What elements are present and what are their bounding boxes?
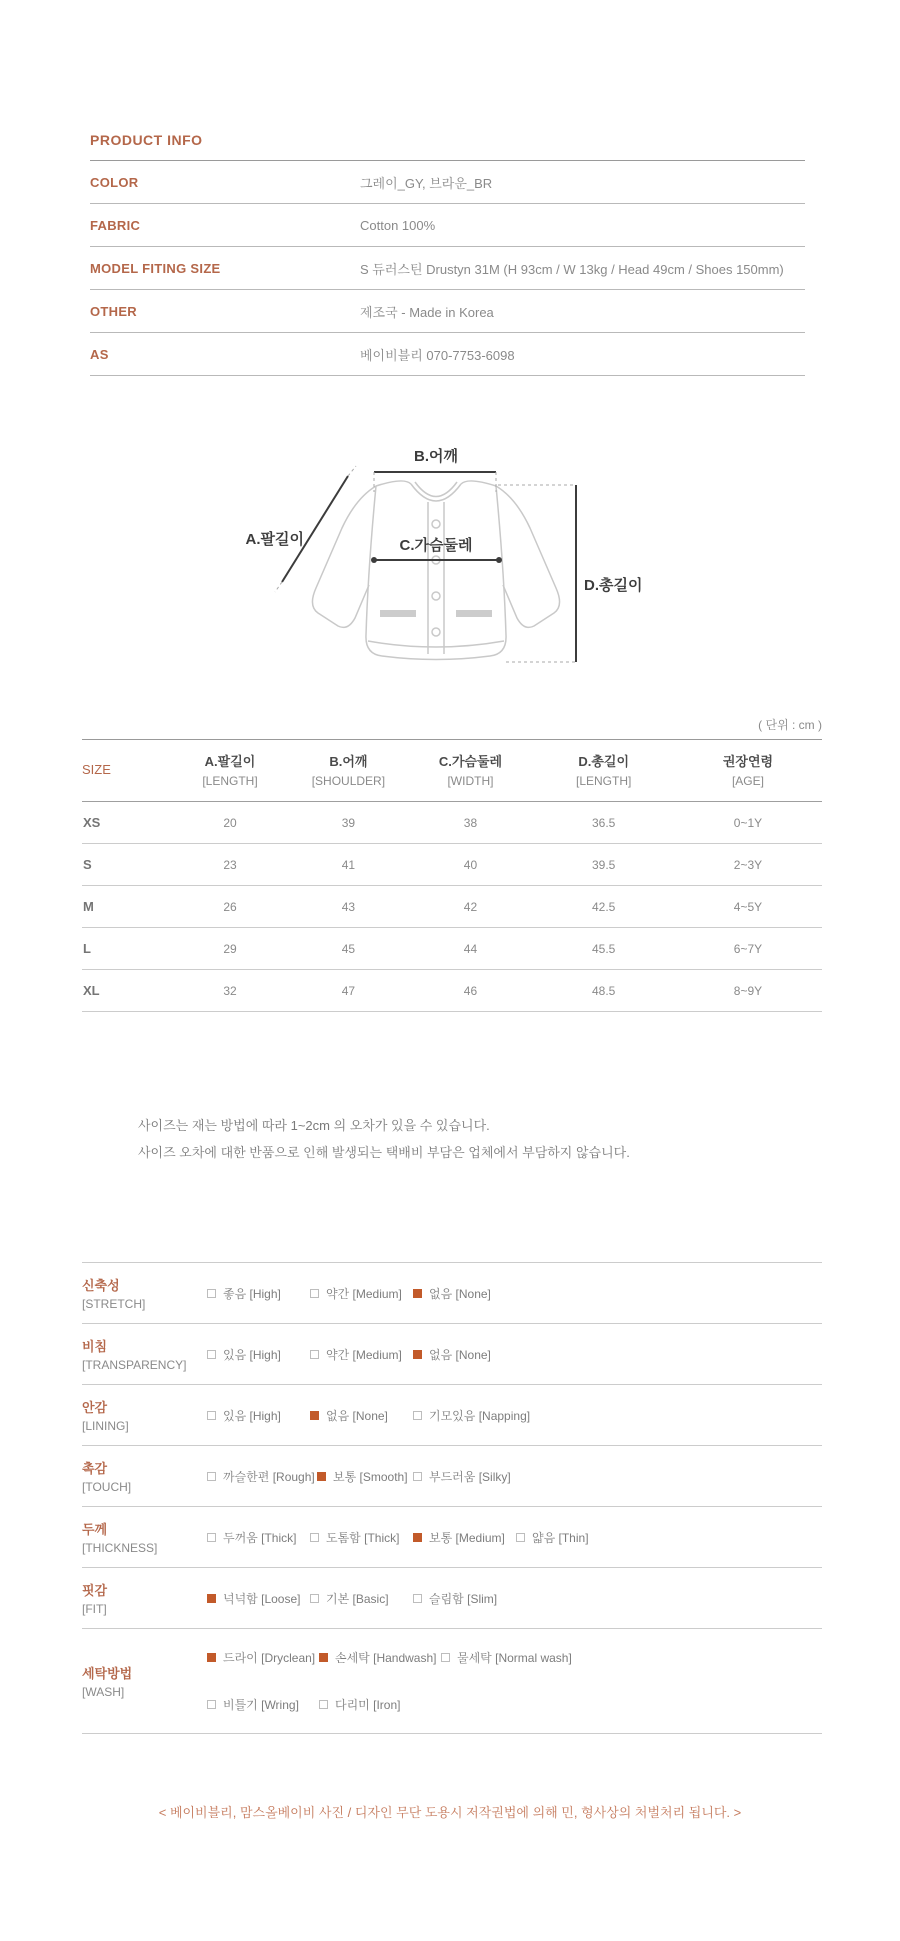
option-none: 없음 [None]	[413, 1346, 516, 1363]
property-row-transparency	[82, 1323, 822, 1384]
checkbox-icon	[441, 1653, 450, 1662]
property-label: 안감	[82, 1400, 108, 1415]
product-info-row-model-fitting	[90, 247, 805, 290]
value-cell: 40	[408, 844, 534, 886]
option-smooth: 보통 [Smooth]	[317, 1468, 413, 1485]
option-handwash: 손세탁 [Handwash]	[319, 1649, 441, 1666]
column-header-length: D.총길이 [LENGTH]	[533, 740, 674, 802]
copyright-notice: < 베이비블리, 맘스올베이비 사진 / 디자인 무단 도용시 저작권법에 의해 민, 형사상의 처벌처리 됩니다. >	[158, 1805, 742, 1820]
column-header-arm: A.팔길이 [LENGTH]	[171, 740, 289, 802]
value-cell: 47	[289, 970, 407, 1012]
checkbox-icon	[413, 1533, 422, 1542]
value-cell: 41	[289, 844, 407, 886]
value-cell: 26	[171, 886, 289, 928]
cardigan-diagram-image	[224, 440, 654, 690]
checkbox-icon	[207, 1289, 216, 1298]
value-cell: 20	[171, 802, 289, 844]
row-label: OTHER	[90, 303, 137, 319]
option-none: 없음 [None]	[413, 1285, 516, 1302]
option-none: 없음 [None]	[310, 1407, 413, 1424]
option-high: 있음 [High]	[207, 1346, 310, 1363]
checkbox-icon	[310, 1350, 319, 1359]
column-header-shoulder: B.어깨 [SHOULDER]	[289, 740, 407, 802]
option-normal-wash: 물세탁 [Normal wash]	[441, 1649, 544, 1666]
checkbox-icon	[207, 1411, 216, 1420]
property-label: 핏감	[82, 1583, 108, 1598]
checkbox-icon	[319, 1653, 328, 1662]
value-cell: 46	[408, 970, 534, 1012]
length-measure-line	[498, 485, 576, 662]
property-label: 두께	[82, 1522, 108, 1537]
option-wring: 비틀기 [Wring]	[207, 1696, 319, 1713]
option-loose: 넉넉함 [Loose]	[207, 1590, 310, 1607]
row-value: 베이비블리 070-7753-6098	[360, 347, 515, 363]
property-sublabel: [FIT]	[82, 1602, 107, 1616]
checkbox-icon	[413, 1350, 422, 1359]
option-dryclean: 드라이 [Dryclean]	[207, 1649, 319, 1666]
checkbox-icon	[413, 1472, 422, 1481]
checkbox-icon	[413, 1411, 422, 1420]
table-row-m	[82, 886, 822, 928]
size-cell: XS	[82, 802, 171, 844]
checkbox-icon	[207, 1653, 216, 1662]
row-value: Cotton 100%	[360, 217, 436, 233]
checkbox-icon	[310, 1411, 319, 1420]
table-row-xs	[82, 802, 822, 844]
option-basic: 기본 [Basic]	[310, 1590, 413, 1607]
checkbox-icon	[516, 1533, 525, 1542]
table-row-s	[82, 844, 822, 886]
value-cell: 48.5	[533, 970, 674, 1012]
property-sublabel: [TOUCH]	[82, 1480, 132, 1494]
option-high: 좋음 [High]	[207, 1285, 310, 1302]
option-napping: 기모있음 [Napping]	[413, 1407, 516, 1424]
arm-measure-line	[275, 466, 356, 592]
value-cell: 45	[289, 928, 407, 970]
checkbox-icon	[413, 1594, 422, 1603]
row-value: S 듀러스틴 Drustyn 31M (H 93cm / W 13kg / Head 49cm / Shoes 150mm)	[360, 261, 784, 277]
diagram-label-length: D.총길이	[584, 577, 643, 594]
property-sublabel: [LINING]	[82, 1419, 129, 1433]
diagram-label-arm: A.팔길이	[245, 531, 304, 548]
property-sublabel: [STRETCH]	[82, 1297, 146, 1311]
option-high: 있음 [High]	[207, 1407, 310, 1424]
option-medium: 보통 [Medium]	[413, 1529, 516, 1546]
column-header-age: 권장연령 [AGE]	[674, 740, 822, 802]
row-label: FABRIC	[90, 217, 141, 233]
property-label: 세탁방법	[82, 1666, 133, 1681]
option-slim: 슬림함 [Slim]	[413, 1590, 516, 1607]
value-cell: 36.5	[533, 802, 674, 844]
value-cell: 8~9Y	[674, 970, 822, 1012]
property-row-touch	[82, 1445, 822, 1506]
value-cell: 44	[408, 928, 534, 970]
size-cell: XL	[82, 970, 171, 1012]
value-cell: 4~5Y	[674, 886, 822, 928]
size-cell: L	[82, 928, 171, 970]
product-info-row-other	[90, 290, 805, 333]
product-info-section	[90, 132, 805, 376]
value-cell: 0~1Y	[674, 802, 822, 844]
option-medium: 약간 [Medium]	[310, 1346, 413, 1363]
value-cell: 29	[171, 928, 289, 970]
size-table-header-row	[82, 740, 822, 802]
property-sublabel: [WASH]	[82, 1685, 125, 1699]
checkbox-icon	[310, 1594, 319, 1603]
table-row-xl	[82, 970, 822, 1012]
checkbox-icon	[319, 1700, 328, 1709]
row-label: MODEL FITING SIZE	[90, 260, 221, 276]
property-sublabel: [TRANSPARENCY]	[82, 1358, 187, 1372]
property-row-fit	[82, 1567, 822, 1628]
value-cell: 23	[171, 844, 289, 886]
value-cell: 38	[408, 802, 534, 844]
value-cell: 32	[171, 970, 289, 1012]
diagram-label-shoulder: B.어깨	[414, 448, 458, 465]
option-silky: 부드러움 [Silky]	[413, 1468, 516, 1485]
checkbox-icon	[310, 1289, 319, 1298]
product-info-row-fabric	[90, 204, 805, 247]
option-thick: 두꺼움 [Thick]	[207, 1529, 310, 1546]
diagram-label-chest: C.가슴둘레	[399, 537, 473, 554]
option-medium: 약간 [Medium]	[310, 1285, 413, 1302]
option-rough: 까슬한편 [Rough]	[207, 1468, 317, 1485]
property-sublabel: [THICKNESS]	[82, 1541, 158, 1555]
row-value: 제조국 - Made in Korea	[360, 304, 494, 320]
size-table	[82, 739, 822, 1012]
property-label: 비침	[82, 1339, 108, 1354]
property-label: 촉감	[82, 1461, 108, 1476]
value-cell: 42.5	[533, 886, 674, 928]
value-cell: 2~3Y	[674, 844, 822, 886]
measurement-diagram	[0, 376, 900, 716]
option-iron: 다리미 [Iron]	[319, 1696, 422, 1713]
size-notes	[138, 1112, 900, 1166]
product-info-title: PRODUCT INFO	[90, 132, 805, 161]
checkbox-icon	[207, 1472, 216, 1481]
product-info-row-color	[90, 161, 805, 204]
option-plump: 도톰함 [Thick]	[310, 1529, 413, 1546]
checkbox-icon	[207, 1350, 216, 1359]
checkbox-icon	[207, 1594, 216, 1603]
size-cell: S	[82, 844, 171, 886]
property-row-thickness	[82, 1506, 822, 1567]
checkbox-icon	[317, 1472, 326, 1481]
value-cell: 42	[408, 886, 534, 928]
fabric-properties-section	[82, 1262, 822, 1734]
option-thin: 얇음 [Thin]	[516, 1529, 619, 1546]
checkbox-icon	[207, 1700, 216, 1709]
note-line: 사이즈 오차에 대한 반품으로 인해 발생되는 택배비 부담은 업체에서 부담하지 않습니다.	[138, 1145, 630, 1160]
value-cell: 39.5	[533, 844, 674, 886]
property-label: 신축성	[82, 1278, 120, 1293]
property-row-lining	[82, 1384, 822, 1445]
product-info-row-as	[90, 333, 805, 376]
jacket-pockets	[380, 610, 492, 617]
property-row-wash	[82, 1628, 822, 1734]
value-cell: 39	[289, 802, 407, 844]
note-line: 사이즈는 재는 방법에 따라 1~2cm 의 오차가 있을 수 있습니다.	[138, 1118, 490, 1133]
row-label: AS	[90, 346, 109, 362]
checkbox-icon	[413, 1289, 422, 1298]
row-label: COLOR	[90, 174, 139, 190]
row-value: 그레이_GY, 브라운_BR	[360, 175, 493, 191]
value-cell: 6~7Y	[674, 928, 822, 970]
value-cell: 43	[289, 886, 407, 928]
size-column-header: SIZE	[82, 740, 171, 802]
size-cell: M	[82, 886, 171, 928]
checkbox-icon	[207, 1533, 216, 1542]
table-row-l	[82, 928, 822, 970]
checkbox-icon	[310, 1533, 319, 1542]
unit-note: ( 단위 : cm )	[758, 718, 822, 732]
value-cell: 45.5	[533, 928, 674, 970]
property-row-stretch	[82, 1262, 822, 1323]
column-header-chest: C.가슴둘레 [WIDTH]	[408, 740, 534, 802]
